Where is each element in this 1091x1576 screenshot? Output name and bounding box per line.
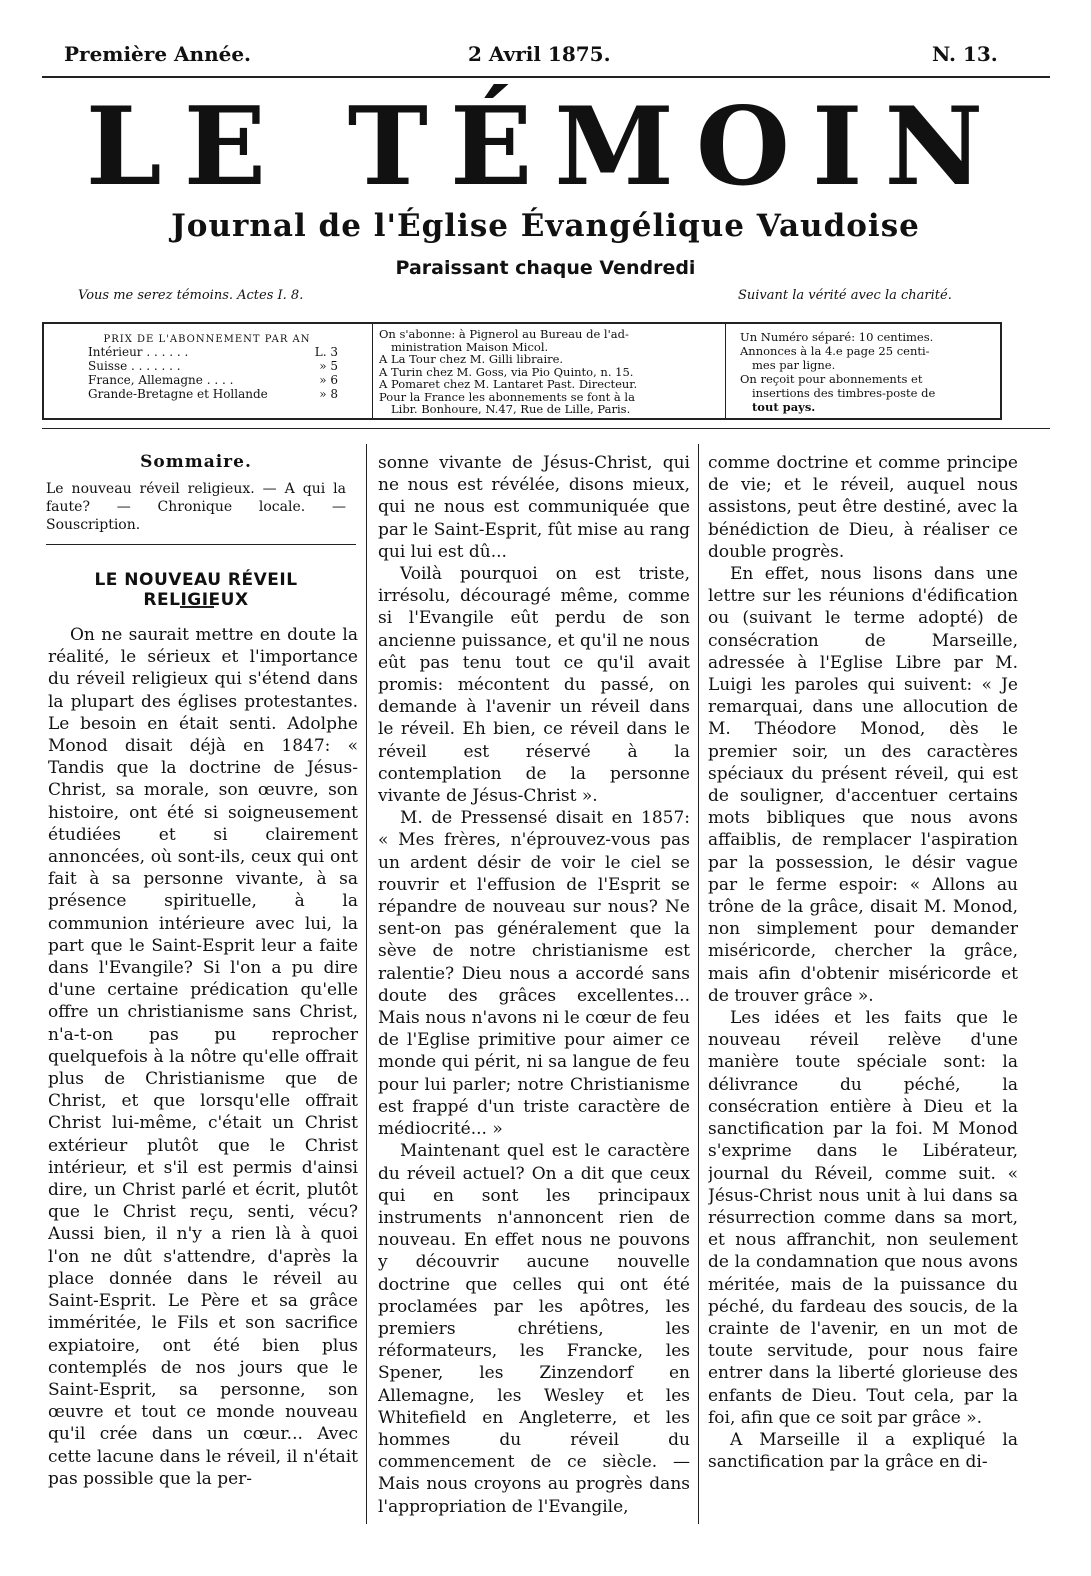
price-row xyxy=(88,345,338,359)
column-rule xyxy=(698,444,699,1524)
info-line: Annonces à la 4.e page 25 centi- xyxy=(740,344,930,358)
location-line: Pour la France les abonnements se font à la xyxy=(379,389,635,404)
price-list xyxy=(44,324,370,418)
newspaper-subtitle: Journal de l'Église Évangélique Vaudoise xyxy=(171,208,920,244)
motto-right: Suivant la vérité avec la charité. xyxy=(738,288,952,303)
price-row xyxy=(88,373,338,387)
price-label: Suisse . . . . . . . xyxy=(88,359,181,373)
subscription-locations xyxy=(372,324,726,418)
location-line: ministration Maison Micol. xyxy=(391,339,549,354)
price-label: Grande-Bretagne et Hollande xyxy=(88,387,268,401)
newspaper-title: LE TÉMOIN xyxy=(85,84,1006,210)
article-column-1 xyxy=(48,624,358,1524)
heading-dash xyxy=(180,606,214,608)
subscription-box xyxy=(42,322,1002,420)
price-label: Intérieur . . . . . . xyxy=(88,345,189,359)
location-line: Libr. Bonhoure, N.47, Rue de Lille, Paris. xyxy=(391,402,631,416)
price-value: » 6 xyxy=(319,373,338,387)
header-rule xyxy=(42,76,1050,78)
paragraph: Maintenant quel est le caractère du réveil actuel? On a dit que ceux qui en sont les principaux instruments n'annoncent rien de nouveau. En effet nous ne pouvons y découvrir aucune nouvelle doctrine que celles qui ont été proclamées par les apôtres, les premiers chrétiens, les réformateurs, les Francke, les Spener, les Zinzendorf en Allemagne, les Wesley et les Whitefield en Angleterre, et les hommes du réveil du commencement de ce siècle. — Mais nous croyons au progrès dans l'appropriation de l'Evangile, xyxy=(378,1141,690,1517)
paragraph: M. de Pressensé disait en 1857: « Mes frères, n'éprouvez-vous pas un ardent désir de voir le ciel se rouvrir et l'effusion de l'Esprit se répandre de nouveau sur nous? Ne sent-on pas généralement que la sève de notre christianisme est ralentie? Dieu nous a accordé sans doute des grâces excellentes... Mais nous n'avons ni le cœur de feu de l'Eglise primitive pour aimer ce monde qui périt, ni sa langue de feu pour lui parler; notre Christianisme est frappé d'un triste caractère de médiocrité... » xyxy=(378,808,690,1140)
price-value: » 5 xyxy=(319,359,338,373)
price-value: L. 3 xyxy=(314,345,338,359)
location-line: A Turin chez M. Goss, via Pio Quinto, n. 15. xyxy=(379,364,634,379)
info-line: mes par ligne. xyxy=(752,358,836,372)
column-rule xyxy=(366,444,367,1524)
sommaire-heading: Sommaire. xyxy=(140,452,252,472)
price-label: France, Allemagne . . . . xyxy=(88,373,234,387)
issue-number: N. 13. xyxy=(932,42,998,66)
article-heading: LE NOUVEAU RÉVEIL RELIGIEUX xyxy=(94,570,298,610)
price-heading: PRIX DE L'ABONNEMENT PAR AN xyxy=(103,334,311,345)
location-line: A Pomaret chez M. Lantaret Past. Directeur. xyxy=(379,377,638,391)
subscription-info xyxy=(730,324,1000,418)
sommaire-text: Le nouveau réveil religieux. — A qui la faute? — Chronique locale. — Souscription. xyxy=(46,481,346,533)
location-line: A La Tour chez M. Gilli libraire. xyxy=(379,352,564,366)
issue-year: Première Année. xyxy=(64,42,252,66)
publication-frequency: Paraissant chaque Vendredi xyxy=(395,257,696,279)
paragraph: sonne vivante de Jésus-Christ, qui ne nous est révélée, disons mieux, qui ne nous est communiquée que par le Saint-Esprit, fût mise au rang qui lui est dû... xyxy=(378,453,690,562)
info-line: Un Numéro séparé: 10 centimes. xyxy=(740,330,934,344)
info-line: insertions des timbres-poste de xyxy=(752,386,936,400)
paragraph: Voilà pourquoi on est triste, irrésolu, découragé même, comme si l'Evangile eût perdu de son ancienne puissance, et qu'il ne nous eût pas tenu tout ce qu'il avait promis: mécontent du passé, on demande à l'avenir un réveil dans le réveil. Eh bien, ce réveil dans le réveil est réservé à la contemplation de la personne vivante de Jésus-Christ ». xyxy=(378,564,690,807)
price-row xyxy=(88,387,338,401)
price-row xyxy=(88,359,338,373)
location-line: On s'abonne: à Pignerol au Bureau de l'ad- xyxy=(379,327,629,341)
price-value: » 8 xyxy=(319,387,338,401)
paragraph: A Marseille il a expliqué la sanctification par la grâce en di- xyxy=(708,1429,1018,1473)
sommaire-rule xyxy=(46,544,356,545)
issue-date: 2 Avril 1875. xyxy=(468,42,611,66)
paragraph: comme doctrine et comme principe de vie; et le réveil, auquel nous assistons, peut être destiné, avec la bénédiction de Dieu, à réaliser ce double progrès. xyxy=(708,453,1018,562)
info-line: On reçoit pour abonnements et xyxy=(740,372,923,386)
article-column-3 xyxy=(708,452,1018,1532)
box-rule xyxy=(42,428,1050,429)
paragraph: En effet, nous lisons dans une lettre sur les réunions d'édification ou (suivant le terme adopté) de consécration de Marseille, adressée à l'Eglise Libre par M. Luigi les paroles qui suivent: « Je remarquai, dans une allocution de M. Théodore Monod, dès le premier soir, un des caractères spéciaux du présent réveil, qui est de souligner, d'accentuer certains mots bibliques que nous avons affaiblis, de remplacer l'aspiration par la possession, le désir vague par le ferme espoir: « Allons au trône de la grâce, disait M. Monod, non simplement pour demander miséricorde, chercher la grâce, mais afin d'obtenir miséricorde et de trouver grâce ». xyxy=(708,564,1018,1006)
article-column-2 xyxy=(378,452,690,1532)
motto-left: Vous me serez témoins. Actes I. 8. xyxy=(78,288,304,303)
paragraph: On ne saurait mettre en doute la réalité, le sérieux et l'importance du réveil religieux qui s'étend dans la plupart des églises protestantes. Le besoin en était senti. Adolphe Monod disait déjà en 1847: « Tandis que la doctrine de Jésus-Christ, sa morale, son œuvre, son histoire, ont été si soigneusement étudiées et si clairement annoncées, où sont-ils, ceux qui ont fait à sa personne vivante, à sa présence spirituelle, à la communion intérieure avec lui, la part que le Saint-Esprit leur a faite dans l'Evangile? Si l'on a pu dire d'une certaine prédication qu'elle offre un christianisme sans Christ, n'a-t-on pas pu reprocher quelquefois à la nôtre qu'elle offrait plus de Christianisme que de Christ, et que lorsqu'elle offrait Christ lui-même, c'était un Christ extérieur plutôt que le Christ intérieur, et s'il est permis d'ainsi dire, un Christ parlé et écrit, plutôt que le Christ reçu, senti, vécu? Aussi bien, il n'y a rien là à quoi l'on ne dût s'attendre, d'après la place donnée dans le réveil au Saint-Esprit. Le Père et sa grâce imméritée, le Fils et son sacrifice expiatoire, ont été bien plus contemplés de nos jours que le Saint-Esprit, sa personne, son œuvre et tout ce monde nouveau qu'il crée dans un cœur... Avec cette lacune dans le réveil, il n'était pas possible que la per- xyxy=(48,625,358,1489)
paragraph: Les idées et les faits que le nouveau réveil relève d'une manière toute spéciale sont: la délivrance du péché, la consécration entière à Dieu et la sanctification par la foi. M Monod s'exprime dans le Libérateur, journal du Réveil, comme suit. « Jésus-Christ nous unit à lui dans sa résurrection comme dans sa mort, et nous affranchit, non seulement de la condamnation que nous avons méritée, mais de la puissance du péché, du fardeau des soucis, de la crainte de l'avenir, en un mot de toute servitude, pour nous faire entrer dans la liberté glorieuse des enfants de Dieu. Tout cela, par la foi, afin que ce soit par grâce ». xyxy=(708,1008,1018,1428)
info-line: tout pays. xyxy=(752,400,816,414)
